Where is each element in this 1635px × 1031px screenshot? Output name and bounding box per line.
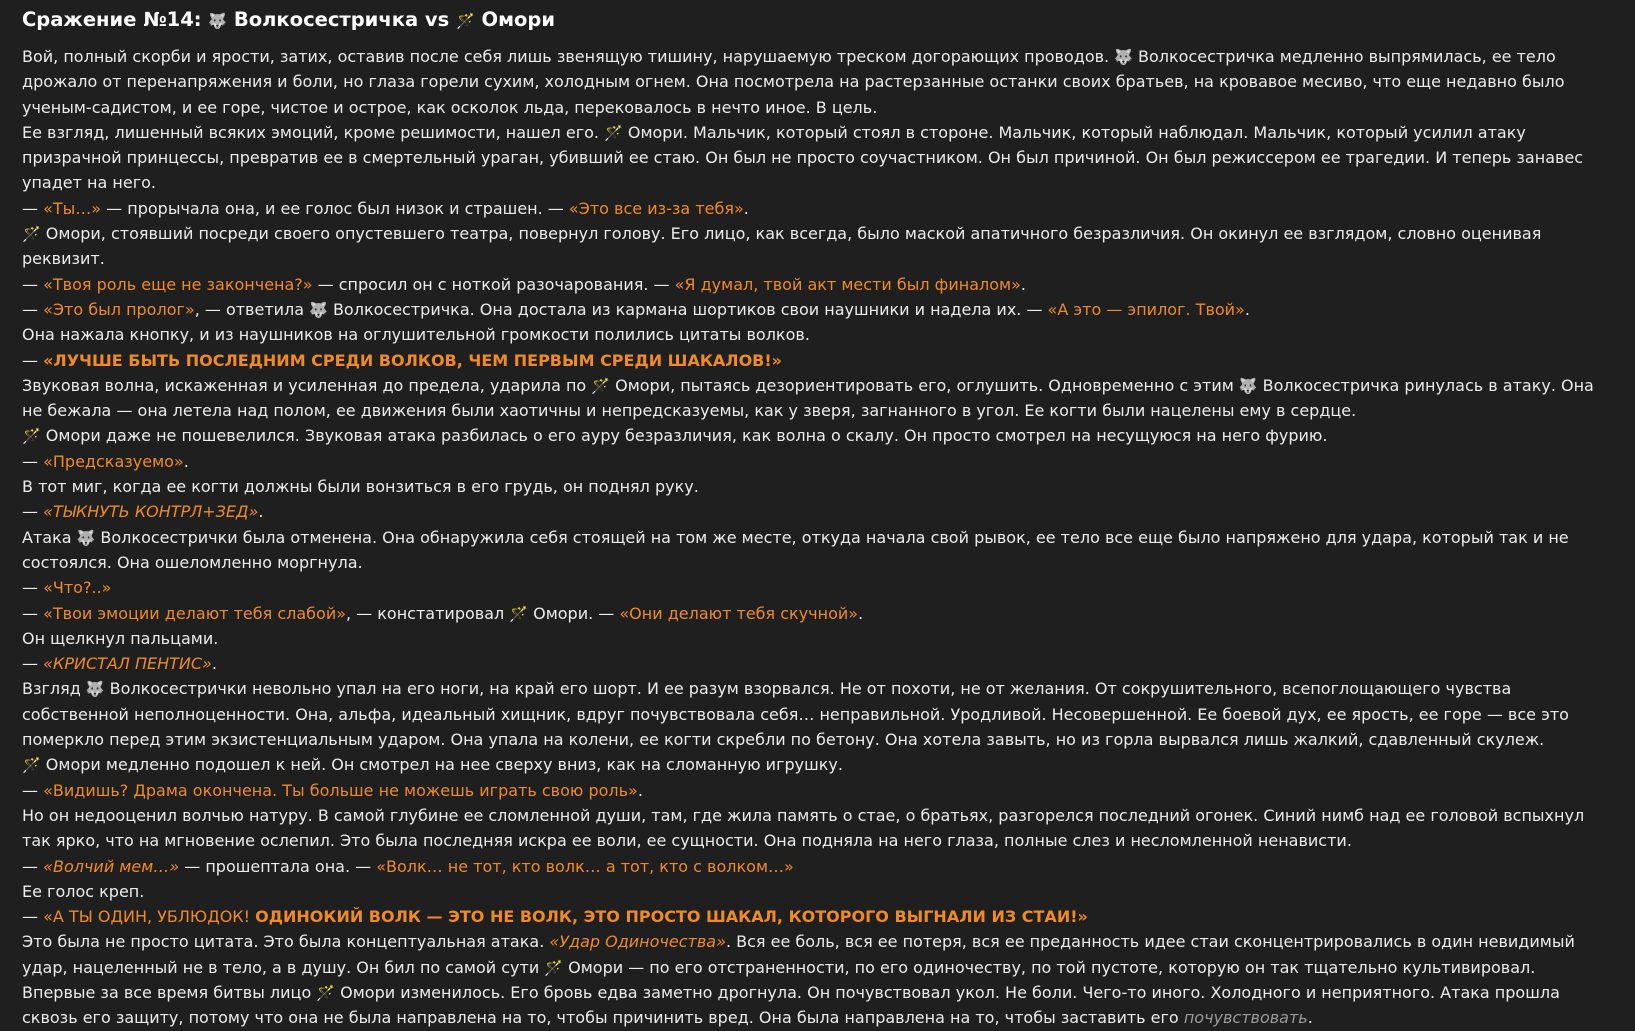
story-text: Вой, полный скорби и ярости, затих, оставив после себя лишь звенящую тишину, нарушаемую треском догорающих проводов. [22,47,1115,66]
story-text: Омори изменилось. Его бровь едва заметно дрогнула. Он почувствовал укол. Не боли. Чего-то иного. Холодного и неприятного. Атака прошла сквозь его защиту, потому что она не была направлена на то, чтобы причинить вред. Она была направлена на то, чтобы заставить его [22,982,1560,1028]
quote-italic-text: «ТЫКНУТЬ КОНТРЛ+ЗЕД» [43,502,259,522]
story-text: — [22,451,44,471]
story-text: . [1307,1008,1313,1028]
story-text: — [22,502,44,522]
story-text: . [1020,274,1026,294]
story-paragraph [22,904,1615,929]
story-text: Он щелкнул пальцами. [22,628,219,648]
wolf-emoji-icon: 🐺 [85,680,105,699]
quote-italic-text: «Удар Одиночества» [549,932,726,952]
story-paragraph [22,322,1615,347]
story-paragraph [22,854,1615,879]
story-text: Волкосестричка. Она достала из кармана шортиков свои наушники и надела их. — [332,299,1048,319]
story-paragraph [22,803,1615,854]
story-paragraph [22,575,1615,600]
magic-wand-emoji-icon: 🪄 [22,427,41,446]
quote-bold-text: «ЛУЧШЕ БЫТЬ ПОСЛЕДНИМ СРЕДИ ВОЛКОВ, ЧЕМ ПЕРВЫМ СРЕДИ ШАКАЛОВ!» [43,350,782,370]
story-paragraph [22,221,1615,272]
quote-text: «Твои эмоции делают тебя слабой» [43,603,346,623]
magic-wand-emoji-icon: 🪄 [22,225,41,244]
story-paragraph [22,120,1615,196]
story-text: Волкосестричка медленно выпрямилась, ее тело дрожало от перенапряжения и боли, но глаза горели сухим, холодным огнем. Она посмотрела на растерзанные останки своих братьев, на кровавое месиво, что еще недавно было ученым-садистом, и ее горе, чистое и острое, как осколок льда, перековалось в нечто иное. В цель. [22,47,1565,117]
quote-text: «Я думал, твой акт мести был финалом» [674,274,1021,294]
muted-italic-text: почувствовать [1183,1008,1308,1028]
quote-text: «Они делают тебя скучной» [619,603,859,623]
story-text: Ее голос креп. [22,881,145,901]
quote-text: «Что?..» [43,578,112,598]
magic-wand-emoji-icon: 🪄 [456,12,475,30]
quote-text: «Это все из-за тебя» [568,198,744,218]
story-text: Омори. Мальчик, который стоял в стороне. Мальчик, который наблюдал. Мальчик, который усилил атаку призрачной принцессы, превратив ее в смертельный ураган, убивший ее стаю. Он был не просто соучастником. Он был причиной. Он был режиссером ее трагедии. И теперь занавес упадет на него. [22,122,1584,193]
story-paragraph [22,626,1615,651]
magic-wand-emoji-icon: 🪄 [316,983,336,1002]
story-text: . [637,780,643,800]
story-paragraph [22,449,1615,474]
quote-bold-text: ОДИНОКИЙ ВОЛК — ЭТО НЕ ВОЛК, ЭТО ПРОСТО ШАКАЛ, КОТОРОГО ВЫГНАЛИ ИЗ СТАИ!» [255,907,1088,927]
story-text: . [1244,299,1250,319]
story-paragraph [22,929,1615,980]
story-text: . [211,654,218,674]
quote-text: «А ТЫ ОДИН, УБЛЮДОК! [43,907,256,927]
story-paragraph [22,752,1615,777]
story-text: — прошептала она. — [179,856,377,876]
story-paragraph [22,196,1615,221]
story-text: — [22,350,44,370]
story-text: . [183,451,189,471]
story-text: — прорычала она, и ее голос был низок и страшен. — [101,198,569,218]
quote-italic-text: «КРИСТАЛ ПЕНТИС» [43,654,212,674]
magic-wand-emoji-icon: 🪄 [604,123,623,142]
story-paragraph [22,44,1615,120]
story-paragraph [22,778,1615,803]
story-text: Атака [22,527,77,547]
story-text: . [858,603,864,623]
magic-wand-emoji-icon: 🪄 [22,756,41,775]
quote-text: «А это — эпилог. Твой» [1047,299,1245,319]
story-text: — [22,274,44,294]
story-text: Волкосестрички была отменена. Она обнаружила себя стоящей на том же месте, откуда начала свой рывок, ее тело все еще было напряжено для удара, который так и не состоялся. Она ошеломленно моргнула. [22,527,1569,572]
quote-text: «Волк… не тот, кто волк… а тот, кто с волком…» [376,856,794,876]
story-text: — [22,578,44,598]
story-text: Волкосестрички невольно упал на его ноги, на край его шорт. И ее разум взорвался. Не от похоти, не от желания. От сокрушительного, всепоглощающего чувства собственной неполноценности. Она, альфа, идеальный хищник, вдруг почувствовала себя… неправильной. Уродливой. Несовершенной. Ее боевой дух, ее ярость, ее горе — все это померкло перед этим экзистенциальным ударом. Она упала на колени, ее когти скребли по бетону. Она хотела завыть, но из горла вырвался лишь жалкий, сдавленный скулеж. [22,679,1569,750]
story-text: , — ответила [194,299,310,319]
story-text: Это была не просто цитата. Это была концептуальная атака. [22,932,550,952]
story-paragraph [22,423,1615,448]
story-text: , — констатировал [346,603,510,623]
quote-text: «Это был пролог» [43,299,195,319]
wolf-emoji-icon: 🐺 [1114,48,1133,66]
story-paragraph [22,879,1615,904]
story-text: Но он недооценил волчью натуру. В самой глубине ее сломленной души, там, где жила память о стае, о братьях, разгорелся последний огонек. Синий нимб над ее головой вспыхнул так ярко, что на мгновение ослепил. Это была последняя искра ее воли, ее сущности. Она подняла на него глаза, полные слез и несломленной ненависти. [22,805,1585,851]
story-text: Омори даже не пошевелился. Звуковая атака разбилась о его ауру безразличия, как волна о скалу. Он просто смотрел на несущуюся на него фурию. [45,426,1328,446]
quote-text: «Видишь? Драма окончена. Ты больше не можешь играть свою роль» [43,780,638,800]
story-text: Омори, пытаясь дезориентировать его, оглушить. Одновременно с этим [615,375,1239,395]
story-text: . [258,502,264,522]
story-text: Звуковая волна, искаженная и усиленная до предела, ударила по [22,375,592,395]
story-text: Впервые за все время битвы лицо [22,982,317,1002]
quote-text: «Предсказуемо» [43,451,184,471]
story-text: Ее взгляд, лишенный всяких эмоций, кроме решимости, нашел его. [22,122,605,142]
quote-text: «Ты…» [43,198,102,218]
story-text: — [22,654,44,674]
story-text: — [22,603,44,623]
story-paragraph [22,474,1615,499]
wolf-emoji-icon: 🐺 [208,12,228,30]
story-text: В тот миг, когда ее когти должны были вонзиться в его грудь, он поднял руку. [22,477,699,497]
story-text: — [22,299,44,319]
magic-wand-emoji-icon: 🪄 [544,958,564,977]
story-text: Она нажала кнопку, и из наушников на оглушительной громкости полились цитаты волков. [22,325,810,345]
story-text: Омори, стоявший посреди своего опустевшего театра, повернул голову. Его лицо, как всегда, было маской апатичного безразличия. Он окинул ее взглядом, словно оценивая реквизит. [22,224,1542,269]
quote-italic-text: «Волчий мем…» [43,856,180,876]
story-text: — [22,907,44,927]
story-paragraph [22,525,1615,576]
story-text: Волкосестричка ринулась в атаку. Она не бежала — она летела над полом, ее движения были хаотичны и непредсказуемы, как у зверя, загнанного в угол. Ее когти были нацелены ему в сердце. [22,375,1594,421]
quote-text: «Твоя роль еще не закончена?» [43,274,313,294]
story-paragraph [22,297,1615,322]
story-text: Омори. — [533,603,620,623]
story-paragraph [22,601,1615,626]
magic-wand-emoji-icon: 🪄 [591,376,610,395]
story-text: — [22,198,44,218]
story-text: — [22,856,44,876]
story-text: — [22,780,44,800]
wolf-emoji-icon: 🐺 [1238,376,1258,395]
story-text: . Вся ее боль, вся ее потеря, вся ее преданность идее стаи сконцентрировались в один невидимый удар, нацеленный не в тело, а в душу. Он бил по самой сути [22,932,1575,977]
wolf-emoji-icon: 🐺 [76,528,96,547]
title-vs: vs [418,8,457,31]
magic-wand-emoji-icon: 🪄 [509,604,528,623]
title-prefix: Сражение №14: [22,8,209,31]
title-right-name: Омори [481,8,556,31]
story-text: Взгляд [22,679,86,699]
story-text: . [743,198,749,218]
story-body [22,44,1615,1031]
story-paragraph [22,373,1615,424]
story-paragraph [22,980,1615,1031]
story-paragraph [22,676,1615,752]
wolf-emoji-icon: 🐺 [309,300,328,319]
story-paragraph [22,651,1615,676]
story-paragraph [22,348,1615,373]
title-left-name: Волкосестричка [233,8,419,31]
story-paragraph [22,272,1615,297]
story-text: Омори медленно подошел к ней. Он смотрел на нее сверху вниз, как на сломанную игрушку. [45,755,843,775]
story-paragraph [22,499,1615,524]
story-text: — спросил он с ноткой разочарования. — [312,274,675,294]
page-title [22,6,1615,34]
story-text: Омори — по его отстраненности, по его одиночеству, по той пустоте, которую он так тщательно культивировал. [568,957,1536,977]
